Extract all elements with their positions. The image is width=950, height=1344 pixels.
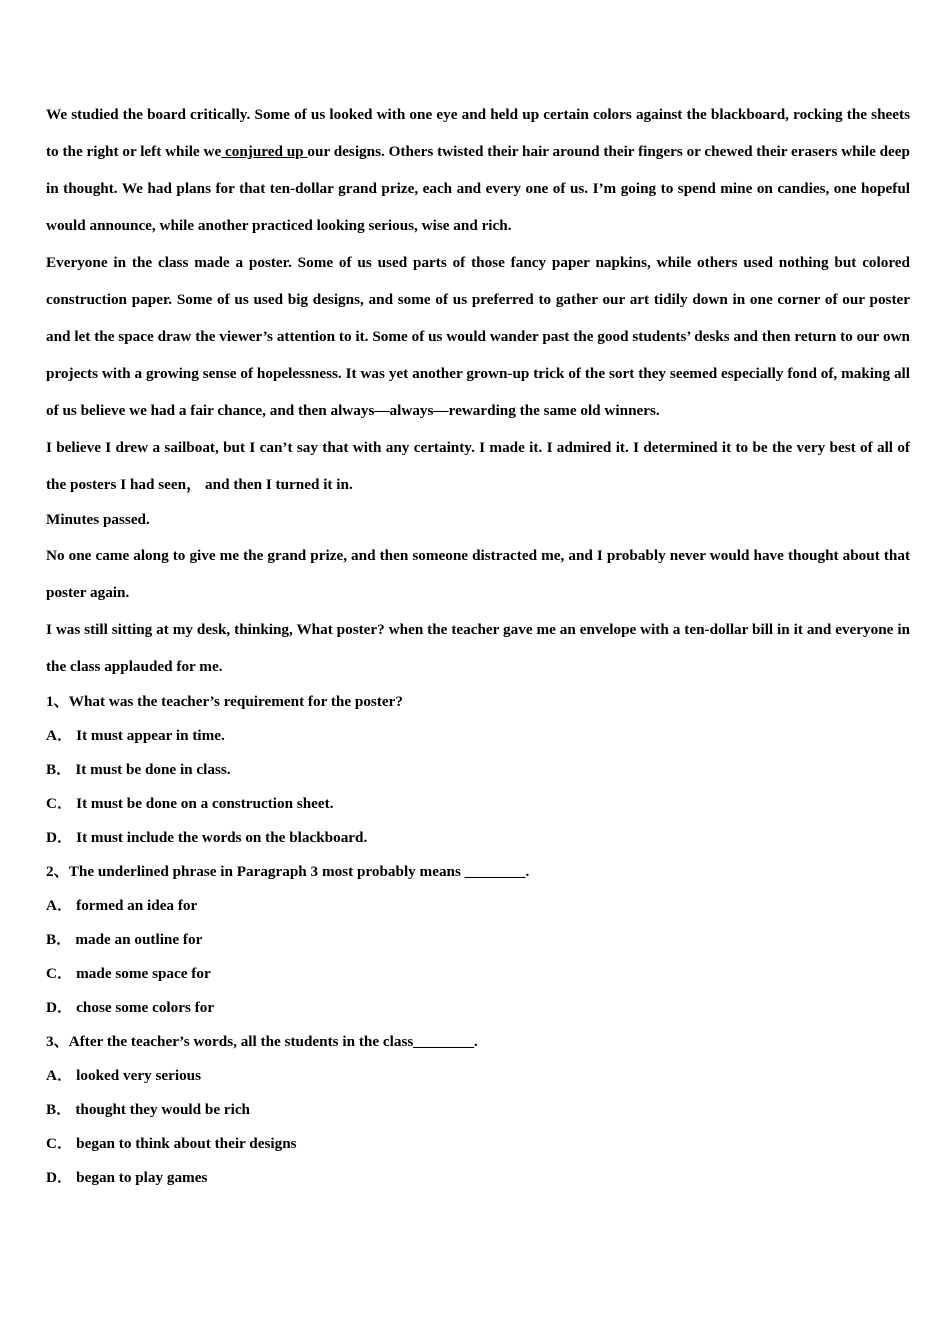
option-text: looked very serious	[76, 1067, 202, 1084]
option-text: made some space for	[76, 965, 211, 982]
option-text: formed an idea for	[76, 897, 198, 914]
passage-paragraph-4: Minutes passed.	[46, 511, 150, 528]
option-letter: C．	[46, 965, 73, 982]
option-text: began to think about their designs	[76, 1135, 297, 1152]
passage-paragraph-5: No one came along to give me the grand prize, and then someone distracted me, and I probably never would have thought about that poster again.	[46, 547, 910, 601]
option-letter: D．	[46, 999, 73, 1016]
question-3-option-b[interactable]	[46, 1093, 910, 1127]
option-letter: A．	[46, 897, 73, 914]
question-3-option-d[interactable]	[46, 1161, 910, 1195]
question-2-option-d[interactable]	[46, 991, 910, 1025]
option-letter: A．	[46, 1067, 73, 1084]
passage-paragraph-1	[46, 96, 910, 244]
question-3-option-a[interactable]	[46, 1059, 910, 1093]
question-2-option-a[interactable]	[46, 889, 910, 923]
passage-paragraph-3: I believe I drew a sailboat, but I can’t say that with any certainty. I made it. I admired it. I determined it to be the very best of all of the posters I had seen， and then I turned it in.	[46, 439, 910, 493]
option-text: chose some colors for	[76, 999, 215, 1016]
passage-paragraph-2: Everyone in the class made a poster. Some of us used parts of those fancy paper napkins, while others used nothing but colored construction paper. Some of us used big designs, and some of us preferred to gather our art tidily down in one corner of our poster and let the space draw the viewer’s attention to it. Some of us would wander past the good students’ desks and then return to our own projects with a growing sense of hopelessness. It was yet another grown-up trick of the sort they seemed especially fond of, making all of us believe we had a fair chance, and then always—always—rewarding the same old winners.	[46, 254, 910, 419]
option-text: began to play games	[76, 1169, 208, 1186]
option-letter: C．	[46, 795, 73, 812]
option-text: It must appear in time.	[76, 727, 225, 744]
question-1-stem: 1、What was the teacher’s requirement for the poster?	[46, 693, 403, 710]
question-1-option-d[interactable]	[46, 821, 910, 855]
passage-paragraph-6: I was still sitting at my desk, thinking, What poster? when the teacher gave me an envelope with a ten-dollar bill in it and everyone in the class applauded for me.	[46, 621, 910, 675]
option-letter: B．	[46, 1101, 72, 1118]
underlined-phrase: conjured up	[221, 143, 308, 160]
question-3-option-c[interactable]	[46, 1127, 910, 1161]
option-letter: B．	[46, 931, 72, 948]
question-2-option-c[interactable]	[46, 957, 910, 991]
question-2-stem: 2、The underlined phrase in Paragraph 3 most probably means ________.	[46, 863, 530, 880]
question-1-option-a[interactable]	[46, 719, 910, 753]
option-text: It must include the words on the blackboard.	[76, 829, 368, 846]
option-letter: D．	[46, 829, 73, 846]
question-1-option-c[interactable]	[46, 787, 910, 821]
option-letter: C．	[46, 1135, 73, 1152]
question-2-option-b[interactable]	[46, 923, 910, 957]
document-page	[46, 96, 910, 1195]
question-3-stem: 3、After the teacher’s words, all the students in the class________.	[46, 1033, 478, 1050]
option-text: It must be done on a construction sheet.	[76, 795, 334, 812]
option-letter: A．	[46, 727, 73, 744]
question-1-option-b[interactable]	[46, 753, 910, 787]
option-text: thought they would be rich	[75, 1101, 251, 1118]
paragraph-1-end: our designs. Others twisted their hair around their fingers or chewed their erasers while deep in thought. We had plans for that ten-dollar grand prize, each and every one of us. I’m going to spend mine on candies, one hopeful would announce, while another practiced looking serious, wise and rich.	[46, 143, 910, 234]
option-letter: D．	[46, 1169, 73, 1186]
option-text: made an outline for	[75, 931, 203, 948]
paragraph-1-start: We studied the board critically. Some of us looked with one eye and held up certain colors against the blackboard, rocking the sheets to the right or left while we	[46, 106, 910, 160]
option-text: It must be done in class.	[75, 761, 231, 778]
option-letter: B．	[46, 761, 72, 778]
